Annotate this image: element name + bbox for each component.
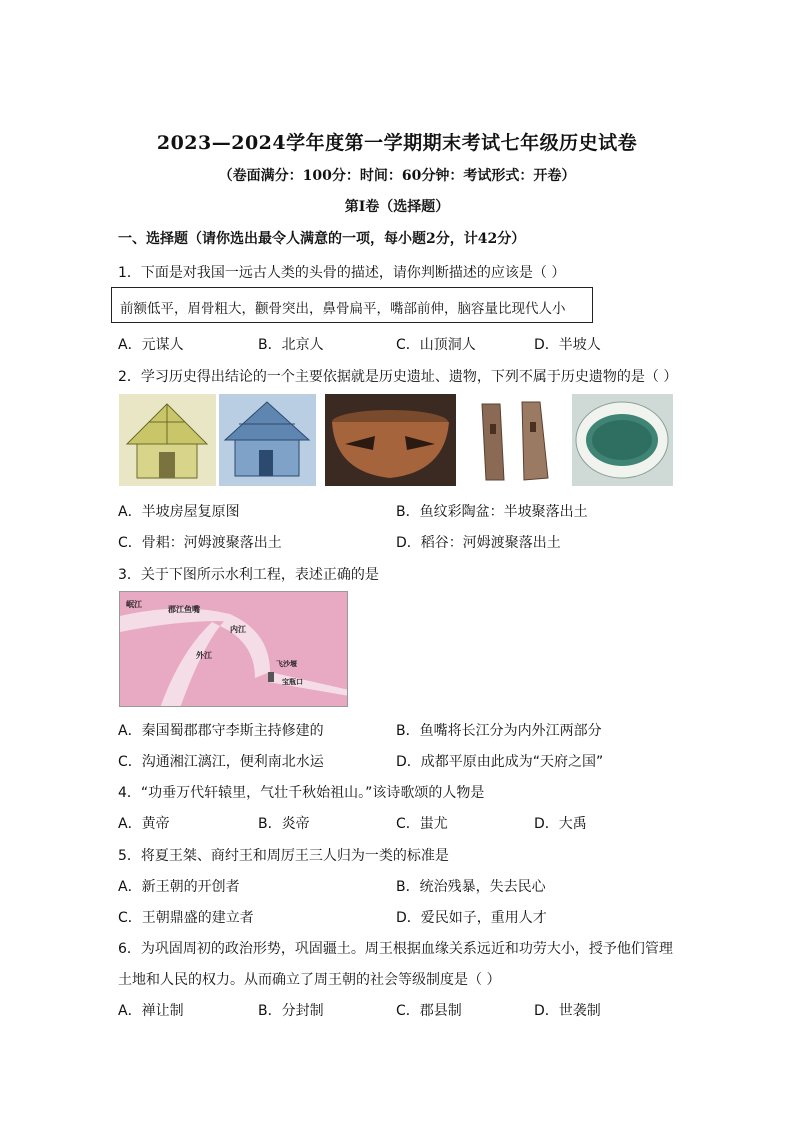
q5-option-a[interactable]: A．新王朝的开创者: [118, 879, 240, 895]
rice-grains-image: [572, 394, 673, 486]
exam-subtitle: （卷面满分：100分：时间：60分钟：考试形式：开卷）: [218, 168, 576, 184]
q6-option-d[interactable]: D．世袭制: [534, 1003, 601, 1019]
q2-option-c[interactable]: C．骨耜：河姆渡聚落出土: [118, 535, 282, 551]
q1-description-box: [111, 287, 593, 323]
q1-stem: 1．下面是对我国一远古人类的头骨的描述，请你判断描述的应该是（ ）: [118, 265, 566, 281]
map-label-outer-river: 外江: [196, 651, 212, 660]
q2-option-d[interactable]: D．稻谷：河姆渡聚落出土: [396, 535, 561, 551]
map-label-minjiang: 岷江: [126, 600, 142, 609]
q6-option-a[interactable]: A．禅让制: [118, 1003, 184, 1019]
q3-option-d[interactable]: D．成都平原由此成为“天府之国”: [396, 754, 604, 770]
map-label-inner-river: 内江: [230, 625, 246, 634]
section-heading: 一、选择题（请你选出最令人满意的一项，每小题2分，计42分）: [118, 231, 526, 247]
q4-option-c[interactable]: C．蚩尤: [396, 816, 448, 832]
q4-option-d[interactable]: D．大禹: [534, 816, 587, 832]
q3-option-a[interactable]: A．秦国蜀郡郡守李斯主持修建的: [118, 723, 324, 739]
q3-option-c[interactable]: C．沟通湘江漓江，便利南北水运: [118, 754, 324, 770]
q2-option-b[interactable]: B．鱼纹彩陶盆：半坡聚落出土: [396, 504, 588, 520]
q6-option-c[interactable]: C．郡县制: [396, 1003, 462, 1019]
exam-title: 2023—2024学年度第一学期期末考试七年级历史试卷: [156, 132, 638, 154]
q3-stem: 3．关于下图所示水利工程，表述正确的是: [118, 567, 379, 583]
volume-heading: 第Ⅰ卷（选择题）: [344, 199, 450, 215]
dujiangyan-map: [119, 591, 348, 707]
q5-option-c[interactable]: C．王朝鼎盛的建立者: [118, 910, 254, 926]
bone-spade-image: [464, 394, 564, 486]
q5-stem: 5．将夏王桀、商纣王和周厉王三人归为一类的标准是: [118, 848, 449, 864]
q1-option-a[interactable]: A．元谋人: [118, 337, 184, 353]
q4-stem: 4．“功垂万代轩辕里，气壮千秋始祖山。”该诗歌颂的人物是: [118, 785, 485, 801]
q2-option-a[interactable]: A．半坡房屋复原图: [118, 504, 240, 520]
q5-option-d[interactable]: D．爱民如子，重用人才: [396, 910, 547, 926]
map-label-feishayan: 飞沙堰: [276, 660, 297, 668]
q1-option-d[interactable]: D．半坡人: [534, 337, 601, 353]
map-label-baopingkou: 宝瓶口: [282, 678, 303, 686]
q4-option-a[interactable]: A．黄帝: [118, 816, 170, 832]
q1-description-text: 前额低平，眉骨粗大，颧骨突出，鼻骨扁平，嘴部前伸，脑容量比现代人小: [120, 301, 566, 317]
fish-painted-pottery-basin-image: [325, 394, 456, 486]
house-reconstruction-image-1: [119, 394, 216, 486]
map-label-fish-mouth: 郡江鱼嘴: [168, 605, 200, 614]
q5-option-b[interactable]: B．统治残暴，失去民心: [396, 879, 546, 895]
q1-option-c[interactable]: C．山顶洞人: [396, 337, 476, 353]
q4-option-b[interactable]: B．炎帝: [258, 816, 310, 832]
q6-stem-line-1: 6．为巩固周初的政治形势，巩固疆土。周王根据血缘关系远近和功劳大小，授予他们管理: [118, 941, 673, 957]
q2-stem: 2．学习历史得出结论的一个主要依据就是历史遗址、遗物，下列不属于历史遗物的是（ ）: [118, 369, 678, 385]
q6-option-b[interactable]: B．分封制: [258, 1003, 324, 1019]
q3-option-b[interactable]: B．鱼嘴将长江分为内外江两部分: [396, 723, 602, 739]
house-reconstruction-image-2: [219, 394, 316, 486]
q1-option-b[interactable]: B．北京人: [258, 337, 324, 353]
q6-stem-line-2: 土地和人民的权力。从而确立了周王朝的社会等级制度是（ ）: [118, 972, 501, 988]
